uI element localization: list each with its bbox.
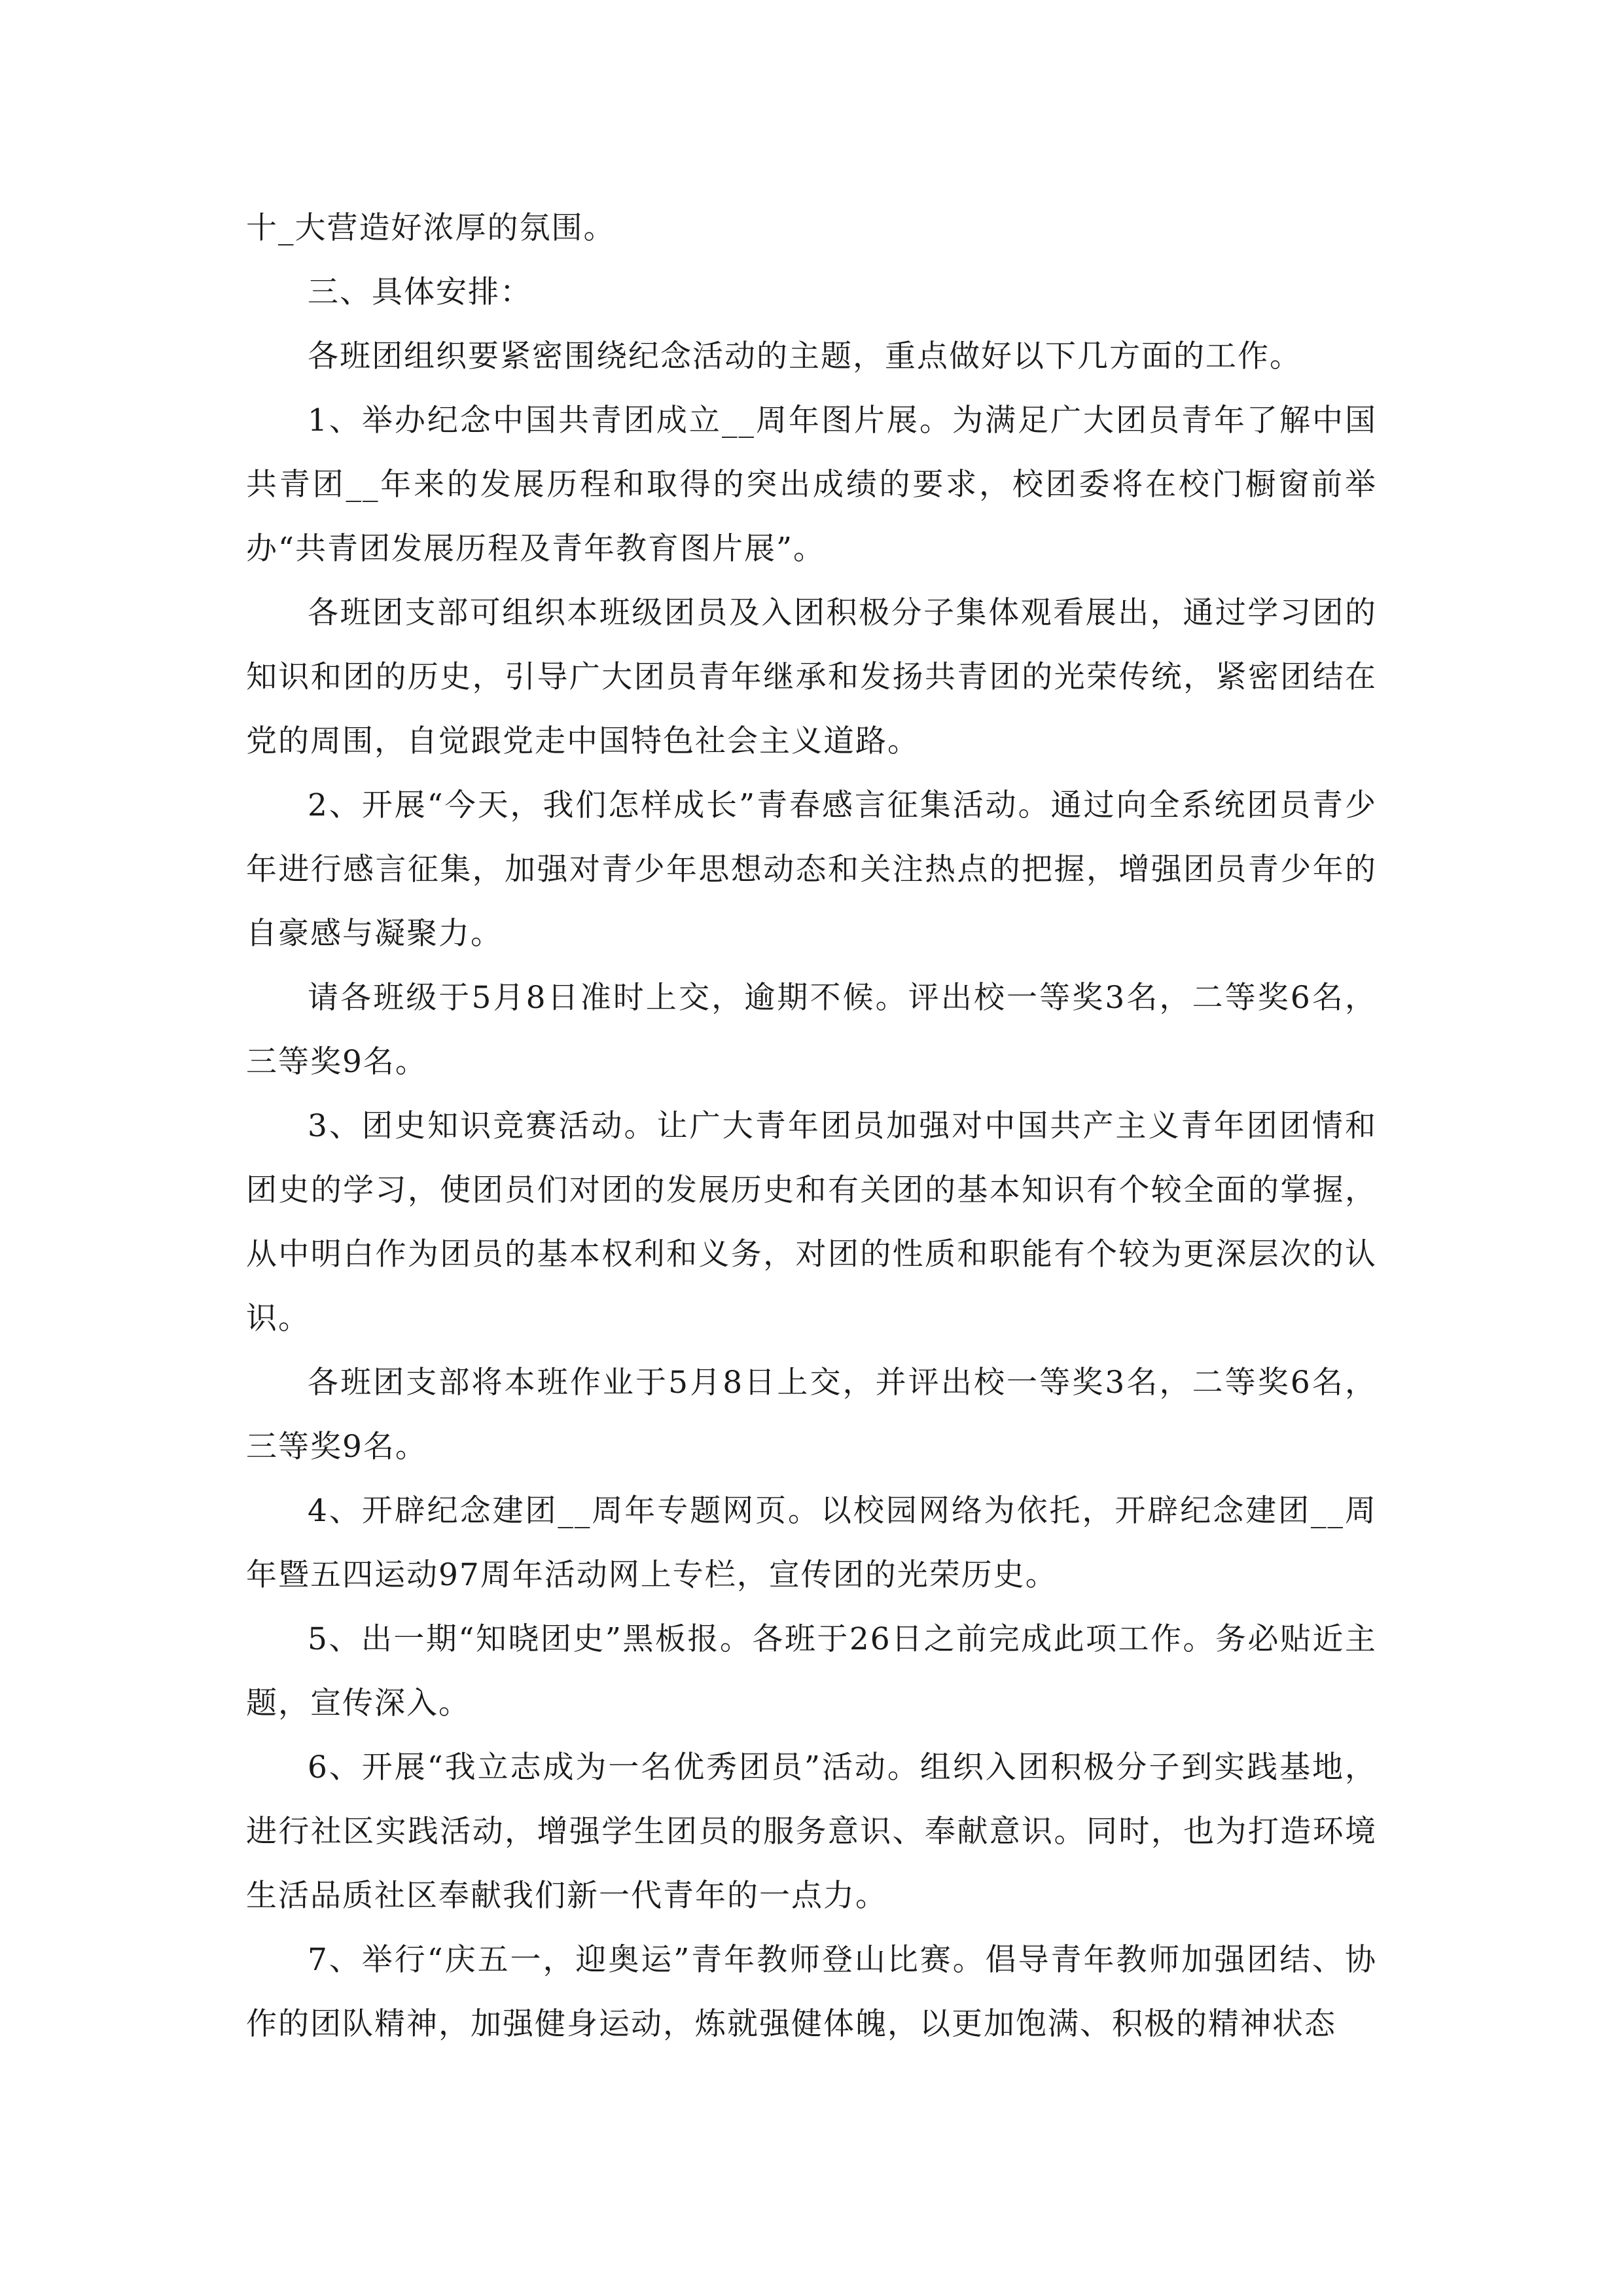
paragraph-item-5: 5、出一期“知晓团史”黑板报。各班于26日之前完成此项工作。务必贴近主题，宣传深入。 [246,1621,1377,1721]
paragraph-item-1: 1、举办纪念中国共青团成立__周年图片展。为满足广大团员青年了解中国共青团__年来的发展历程和取得的突出成绩的要求，校团委将在校门橱窗前举办“共青团发展历程及青年教育图片展”。 [246,403,1377,567]
paragraph-item-1-detail: 各班团支部可组织本班级团员及入团积极分子集体观看展出，通过学习团的知识和团的历史，引导广大团员青年继承和发扬共青团的光荣传统，紧密团结在党的周围，自觉跟党走中国特色社会主义道路。 [246,595,1377,759]
paragraph-item-6: 6、开展“我立志成为一名优秀团员”活动。组织入团积极分子到实践基地，进行社区实践活动，增强学生团员的服务意识、奉献意识。同时，也为打造环境生活品质社区奉献我们新一代青年的一点力。 [246,1749,1377,1914]
paragraph-item-4: 4、开辟纪念建团__周年专题网页。以校园网络为依托，开辟纪念建团__周年暨五四运动97周年活动网上专栏，宣传团的光荣历史。 [246,1493,1377,1593]
paragraph-item-3-detail: 各班团支部将本班作业于5月8日上交，并评出校一等奖3名，二等奖6名，三等奖9名。 [246,1365,1377,1465]
paragraph-item-7: 7、举行“庆五一，迎奥运”青年教师登山比赛。倡导青年教师加强团结、协作的团队精神，加强健身运动，炼就强健体魄，以更加饱满、积极的精神状态 [246,1942,1377,2042]
paragraph-item-2: 2、开展“今天，我们怎样成长”青春感言征集活动。通过向全系统团员青少年进行感言征集，加强对青少年思想动态和关注热点的把握，增强团员青少年的自豪感与凝聚力。 [246,787,1377,952]
paragraph-item-2-detail: 请各班级于5月8日准时上交，逾期不候。评出校一等奖3名，二等奖6名，三等奖9名。 [246,980,1377,1080]
section-heading-arrangement: 三、具体安排： [308,274,532,310]
paragraph-item-3: 3、团史知识竞赛活动。让广大青年团员加强对中国共产主义青年团团情和团史的学习，使团员们对团的发展历史和有关团的基本知识有个较全面的掌握，从中明白作为团员的基本权利和义务，对团的性质和职能有个较为更深层次的认识。 [246,1108,1377,1336]
paragraph-intro: 各班团组织要紧密围绕纪念活动的主题，重点做好以下几方面的工作。 [308,338,1302,374]
paragraph-continuation: 十_大营造好浓厚的氛围。 [246,210,616,246]
document-body [246,196,1377,2056]
